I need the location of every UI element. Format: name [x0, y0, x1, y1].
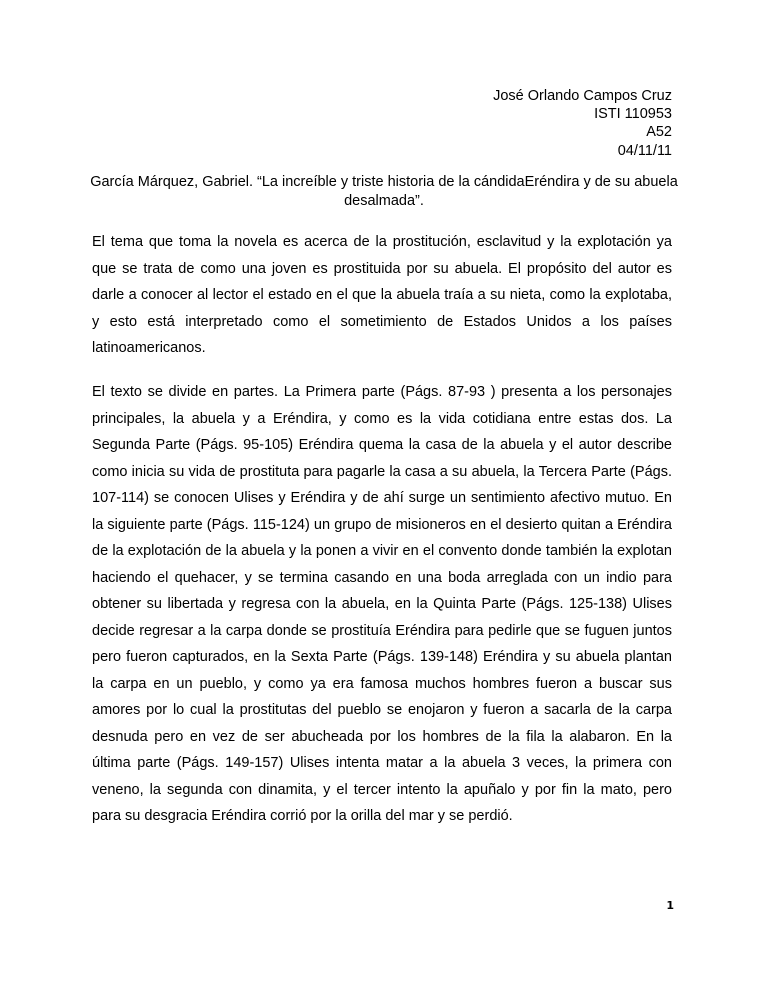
header-block [493, 87, 672, 160]
paragraph-2: El texto se divide en partes. La Primera parte (Págs. 87-93 ) presenta a los personajes principales, la abuela y a Eréndira, y como es la vida cotidiana entre estas dos. La Segunda Parte (Págs. 95-105) Eréndira quema la casa de la abuela y el autor describe como inicia su vida de prostituta para pagarle la casa a su abuela, la Tercera Parte (Págs. 107-114) se conocen Ulises y Eréndira y de ahí surge un sentimiento afectivo mutuo. En la siguiente parte (Págs. 115-124) un grupo de misioneros en el desierto quitan a Eréndira de la explotación de la abuela y la ponen a vivir en el convento donde también la explotan haciendo el quehacer, y se termina casando en una boda arreglada con un indio para obtener su libertada y regresa con la abuela, en la Quinta Parte (Págs. 125-138) Ulises decide regresar a la carpa donde se prostituía Eréndira para pedirle que se fuguen juntos pero fueron capturados, en la Sexta Parte (Págs. 139-148) Eréndira y su abuela plantan la carpa en un pueblo, y como ya era famosa muchos hombres fueron a buscar sus amores por lo cual la prostitutas del pueblo se enojaron y fueron a sacarla de la carpa desnuda pero en vez de ser abucheada por los hombres de la fila la alabaron. En la última parte (Págs. 149-157) Ulises intenta matar a la abuela 3 veces, la primera con veneno, la segunda con dinamita, y el tercer intento la apuñalo y por fin la mato, pero para su desgracia Eréndira corrió por la orilla del mar y se perdió. [92, 384, 672, 824]
paragraph-1: El tema que toma la novela es acerca de la prostitución, esclavitud y la explotación ya que se trata de como una joven es prostituida por su abuela. El propósito del autor es darle a conocer al lector el estado en el que la abuela traía a su nieta, como la explotaba, y esto está interpretado como el sometimiento de Estados Unidos a los países latinoamericanos. [92, 234, 672, 356]
author-name: José Orlando Campos Cruz [493, 88, 672, 104]
citation: García Márquez, Gabriel. “La increíble y triste historia de la cándidaEréndira y de su abuela desalmada”. [90, 174, 678, 209]
group-code: A52 [646, 124, 672, 141]
date: 04/11/11 [617, 142, 672, 159]
page-number: 1 [666, 899, 674, 912]
student-id: ISTI 110953 [594, 106, 672, 123]
